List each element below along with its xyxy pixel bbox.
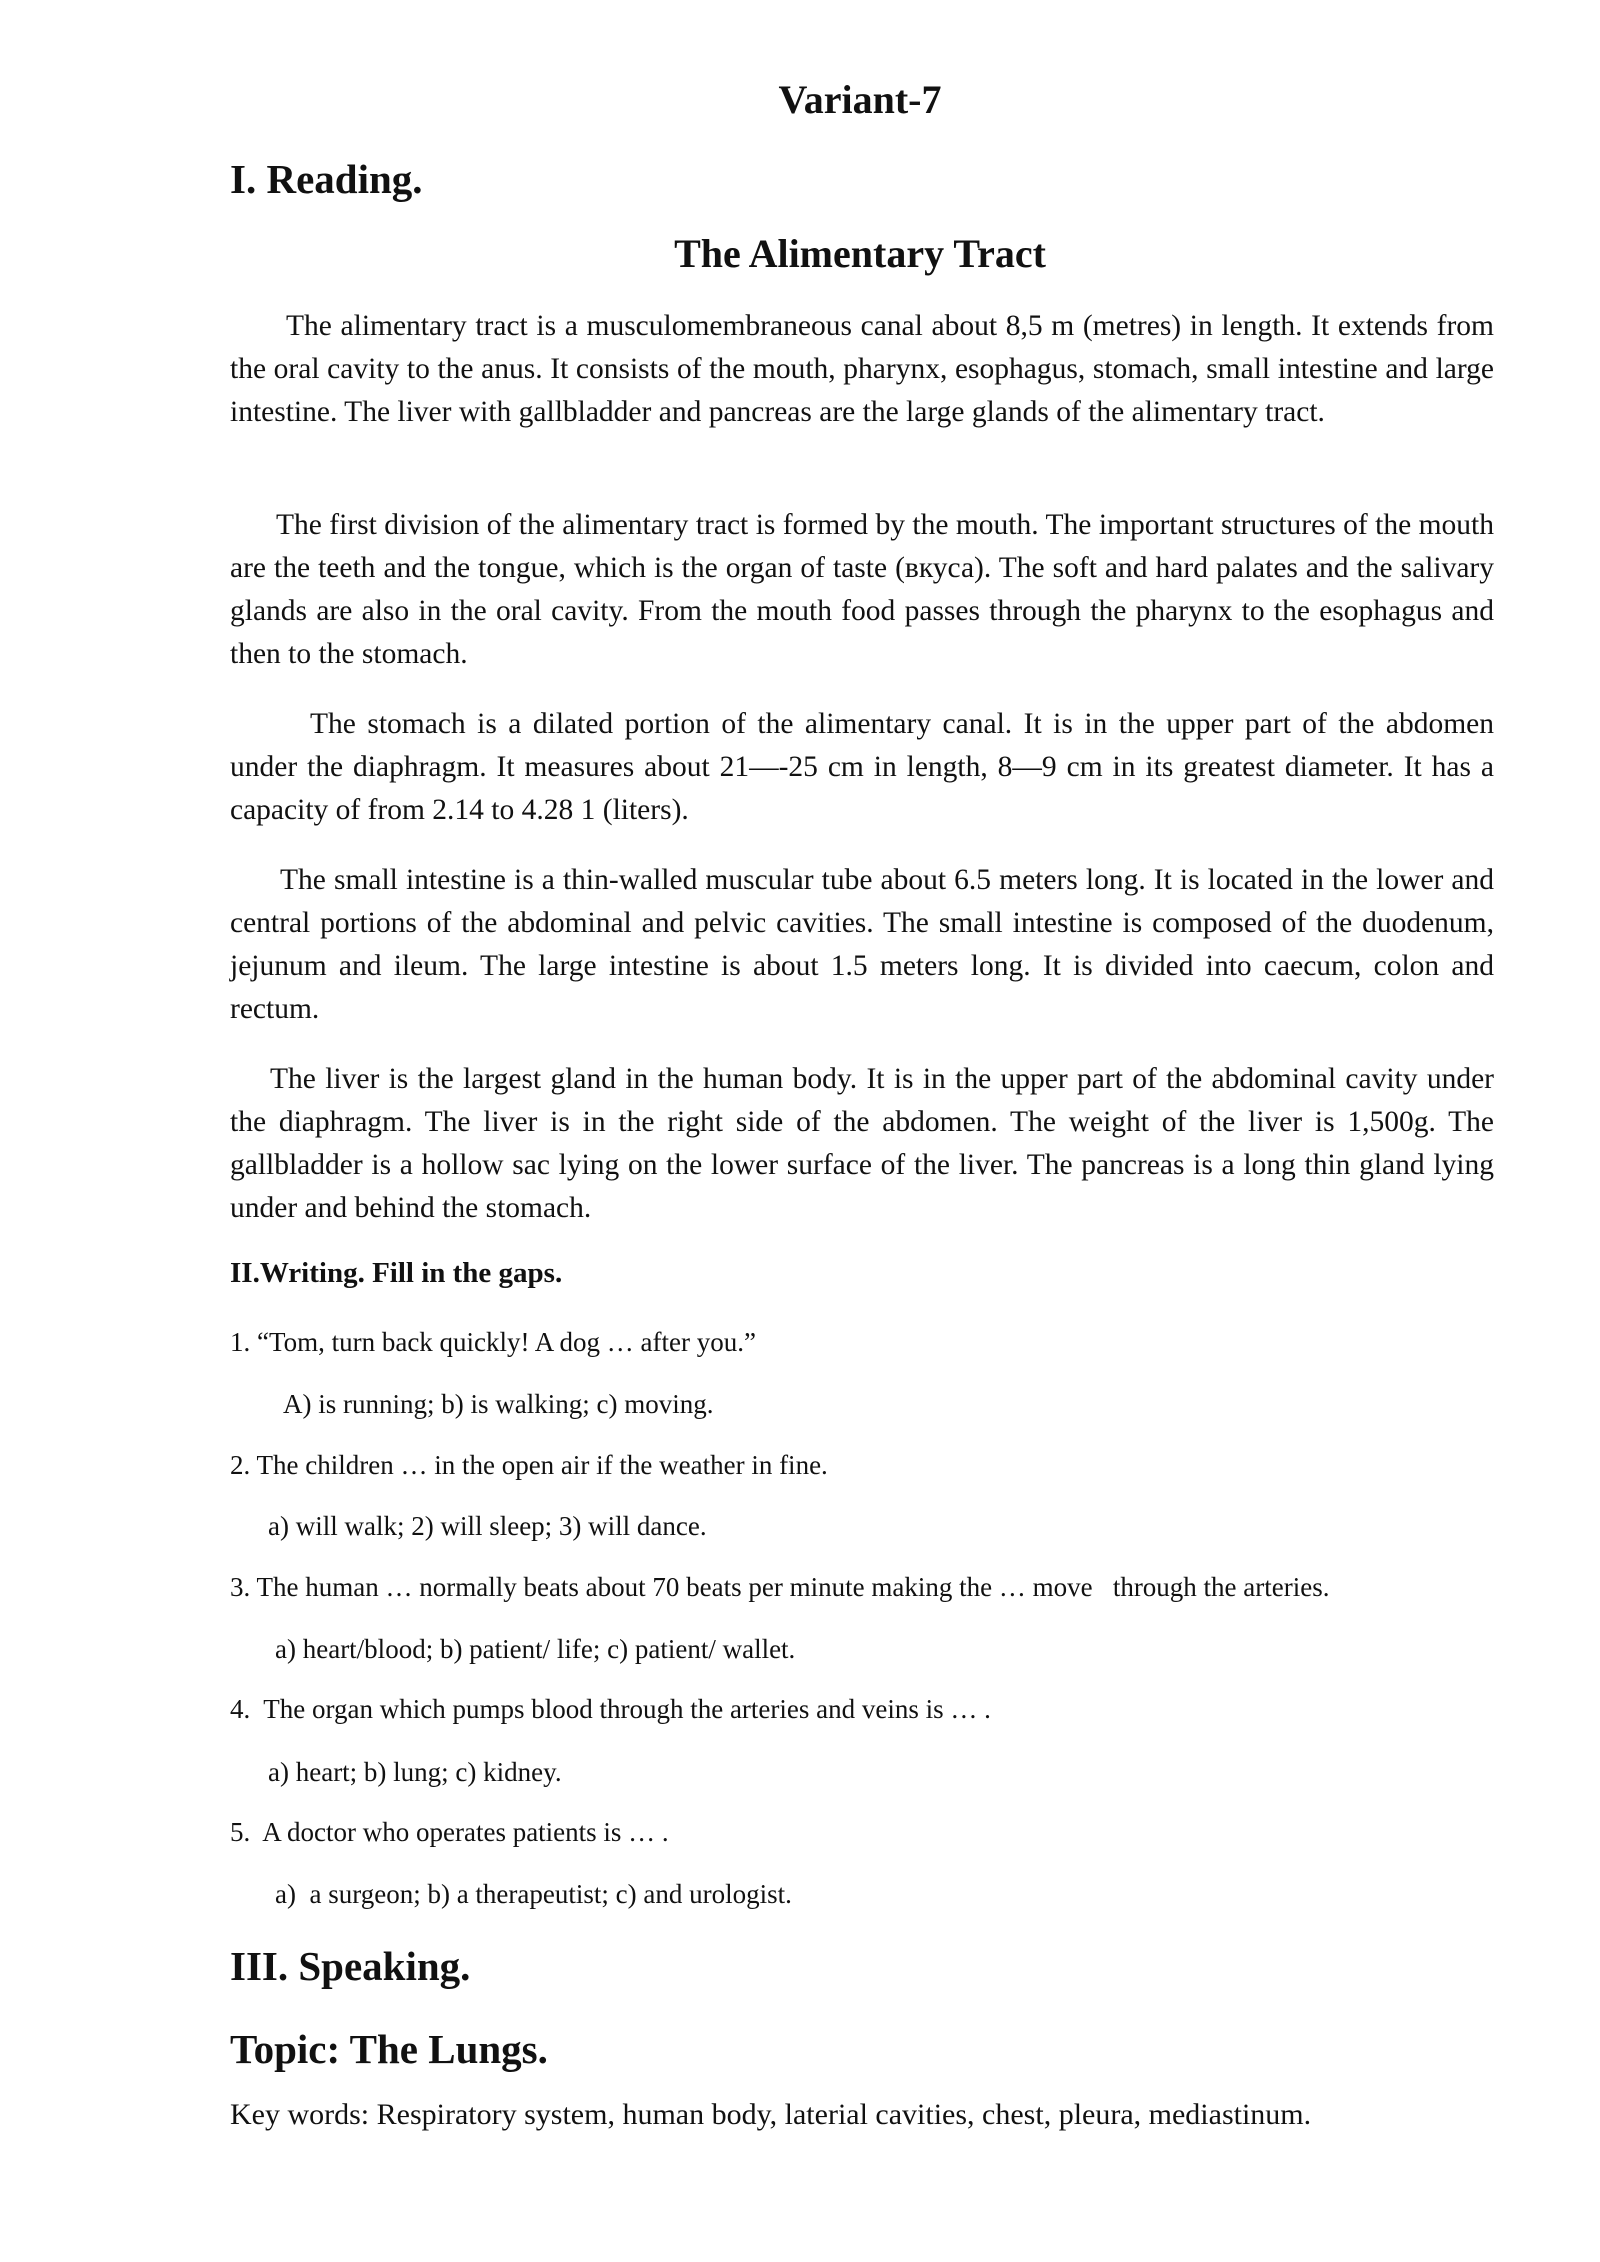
reading-paragraph-4: The small intestine is a thin-walled muscular tube about 6.5 meters long. It is located in the lower and central portions of the abdominal and pelvic cavities. The small intestine is composed of the duodenum, jejunum and ileum. The large intestine is about 1.5 meters long. It is divided into caecum, colon and rectum. — [230, 864, 1494, 1025]
writing-section-heading: II.Writing. Fill in the gaps. — [230, 1257, 563, 1289]
speaking-section-heading: III. Speaking. — [230, 1943, 471, 1989]
reading-paragraph-3: The stomach is a dilated portion of the alimentary canal. It is in the upper part of the abdomen under the diaphragm. It measures about 21—-25 cm in length, 8—9 cm in its greatest diameter. It has a capacity of from 2.14 to 4.28 1 (liters). — [230, 708, 1494, 826]
reading-paragraph-5: The liver is the largest gland in the human body. It is in the upper part of the abdominal cavity under the diaphragm. The liver is in the right side of the abdomen. The weight of the liver is 1,500g. The gallbladder is a hollow sac lying on the lower surface of the liver. The pancreas is a long thin gland lying under and behind the stomach. — [230, 1063, 1494, 1224]
question-5: 5. A doctor who operates patients is … . — [230, 1817, 669, 1847]
question-1-options: A) is running; b) is walking; c) moving. — [283, 1389, 714, 1419]
reading-paragraph-2: The first division of the alimentary tract is formed by the mouth. The important structures of the mouth are the teeth and the tongue, which is the organ of taste (вкуса). The soft and hard palates and the salivary glands are also in the oral cavity. From the mouth food passes through the pharynx to the esophagus and then to the stomach. — [230, 509, 1494, 670]
question-3-options: a) heart/blood; b) patient/ life; c) patient/ wallet. — [275, 1634, 796, 1664]
speaking-topic: Topic: The Lungs. — [230, 2026, 548, 2072]
variant-title: Variant-7 — [778, 77, 942, 122]
question-2: 2. The children … in the open air if the weather in fine. — [230, 1450, 828, 1480]
question-1: 1. “Tom, turn back quickly! A dog … after you.” — [230, 1327, 756, 1357]
question-2-options: a) will walk; 2) will sleep; 3) will dance. — [268, 1511, 707, 1541]
question-5-options: a) a surgeon; b) a therapeutist; c) and urologist. — [275, 1879, 792, 1909]
reading-section-heading: I. Reading. — [230, 156, 423, 202]
speaking-keywords: Key words: Respiratory system, human body, laterial cavities, chest, pleura, mediastinum. — [230, 2098, 1312, 2131]
question-3: 3. The human … normally beats about 70 beats per minute making the … move through the arteries. — [230, 1572, 1330, 1602]
question-4: 4. The organ which pumps blood through the arteries and veins is … . — [230, 1694, 991, 1724]
reading-paragraph-1: The alimentary tract is a musculomembraneous canal about 8,5 m (metres) in length. It extends from the oral cavity to the anus. It consists of the mouth, pharynx, esophagus, stomach, small intestine and large intestine. The liver with gallbladder and pancreas are the large glands of the alimentary tract. — [230, 310, 1494, 428]
question-4-options: a) heart; b) lung; c) kidney. — [268, 1757, 562, 1787]
reading-text-title: The Alimentary Tract — [674, 231, 1046, 276]
